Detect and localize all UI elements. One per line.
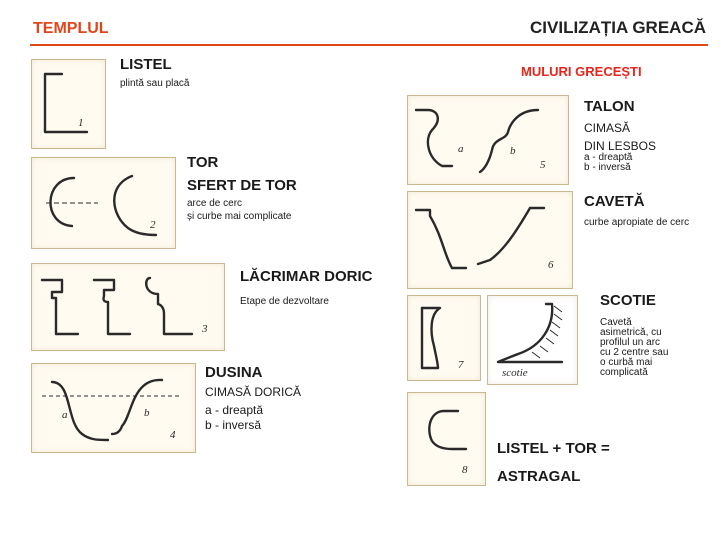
section-title: TEMPLUL <box>33 20 109 37</box>
figure-number: 6 <box>548 259 554 271</box>
talon-variant-a: a - dreaptă <box>584 152 633 163</box>
scotie-detail-profile <box>488 296 577 384</box>
figure-number: 7 <box>458 359 464 371</box>
talon-subtitle-1: CIMASĂ <box>584 121 631 135</box>
talon-profiles <box>408 96 568 184</box>
listel-title: LISTEL <box>120 56 172 73</box>
dusina-subtitle: CIMASĂ DORICĂ <box>205 385 302 399</box>
tor-title: TOR <box>187 154 219 171</box>
talon-variant-b: b - inversă <box>584 162 631 173</box>
caveta-profiles <box>408 192 572 288</box>
figure-letter: a <box>62 409 68 421</box>
listel-description: plintă sau placă <box>120 78 190 89</box>
lacrimar-drawing <box>31 263 225 351</box>
dusina-drawing <box>31 363 196 453</box>
talon-subtitle-2: DIN LESBOS <box>584 139 657 153</box>
figure-number: 3 <box>202 323 208 335</box>
tor-description-2: și curbe mai complicate <box>187 211 292 222</box>
scotie-desc-1: Cavetă <box>600 317 632 328</box>
dusina-variant-a: a - dreaptă <box>205 403 264 417</box>
caveta-description: curbe apropiate de cerc <box>584 217 690 228</box>
scotie-profile <box>408 296 480 380</box>
tor-subtitle: SFERT DE TOR <box>187 177 297 194</box>
talon-drawing <box>407 95 569 185</box>
dusina-profiles <box>32 364 195 452</box>
scotie-desc-5: o curbă mai <box>600 357 653 368</box>
caveta-drawing <box>407 191 573 289</box>
figure-letter: b <box>510 145 516 157</box>
figure-letter: a <box>458 143 464 155</box>
tor-drawing <box>31 157 176 249</box>
figure-number: 2 <box>150 219 156 231</box>
tor-description-1: arce de cerc <box>187 198 243 209</box>
figure-number: 1 <box>78 117 84 129</box>
scotie-drawing-label: scotie <box>502 367 528 379</box>
dusina-title: DUSINA <box>205 364 263 381</box>
figure-number: 8 <box>462 464 468 476</box>
figure-letter: b <box>144 407 150 419</box>
astragal-drawing <box>407 392 486 486</box>
figure-number: 5 <box>540 159 546 171</box>
scotie-desc-6: complicată <box>600 367 648 378</box>
scotie-drawing <box>407 295 481 381</box>
scotie-desc-2: asimetrică, cu <box>600 327 662 338</box>
scotie-title: SCOTIE <box>600 292 656 309</box>
astragal-profile <box>408 393 485 485</box>
lacrimar-title: LĂCRIMAR DORIC <box>240 268 373 285</box>
lacrimar-profiles <box>32 264 224 350</box>
caveta-title: CAVETĂ <box>584 193 645 210</box>
astragal-title: ASTRAGAL <box>497 468 581 485</box>
listel-drawing <box>31 59 106 149</box>
lacrimar-description: Etape de dezvoltare <box>240 296 329 307</box>
scotie-desc-4: cu 2 centre sau <box>600 347 669 358</box>
tor-profile <box>32 158 175 248</box>
listel-profile <box>32 60 105 148</box>
astragal-formula: LISTEL + TOR = <box>497 440 610 457</box>
dusina-variant-b: b - inversă <box>205 418 262 432</box>
scotie-desc-3: profilul un arc <box>600 337 661 348</box>
scotie-detail-drawing <box>487 295 578 385</box>
figure-number: 4 <box>170 429 176 441</box>
page-title: CIVILIZAȚIA GREACĂ <box>530 18 706 37</box>
slide-subtitle: MULURI GRECEȘTI <box>521 64 642 79</box>
talon-title: TALON <box>584 98 635 115</box>
header-divider <box>30 44 708 46</box>
